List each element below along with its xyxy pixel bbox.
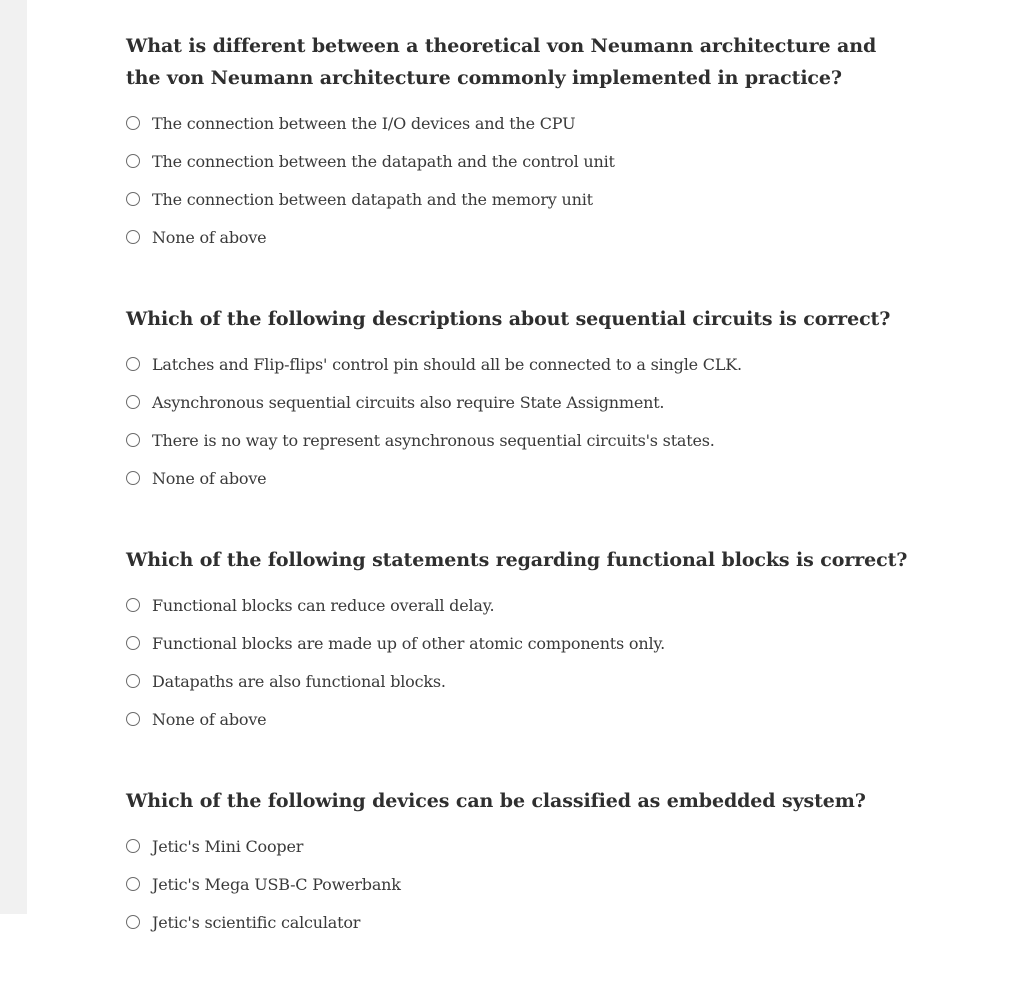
answer-options xyxy=(126,586,916,738)
option-label[interactable]: The connection between the I/O devices and the CPU xyxy=(152,113,576,133)
radio-button[interactable] xyxy=(126,471,140,485)
answer-options xyxy=(126,827,916,941)
answer-option[interactable] xyxy=(126,865,916,903)
answer-option[interactable] xyxy=(126,142,916,180)
option-label[interactable]: None of above xyxy=(152,709,267,729)
answer-option[interactable] xyxy=(126,421,916,459)
radio-button[interactable] xyxy=(126,636,140,650)
option-label[interactable]: The connection between datapath and the memory unit xyxy=(152,189,593,209)
answer-option[interactable] xyxy=(126,459,916,497)
option-label[interactable]: Datapaths are also functional blocks. xyxy=(152,671,446,691)
answer-option[interactable] xyxy=(126,218,916,256)
radio-button[interactable] xyxy=(126,674,140,688)
option-label[interactable]: Jetic's Mega USB-C Powerbank xyxy=(152,874,401,894)
answer-option[interactable] xyxy=(126,903,916,941)
question-title: Which of the following statements regarding functional blocks is correct? xyxy=(126,549,908,571)
option-label[interactable]: Latches and Flip-flips' control pin should all be connected to a single CLK. xyxy=(152,354,742,374)
answer-option[interactable] xyxy=(126,827,916,865)
radio-button[interactable] xyxy=(126,877,140,891)
question-title: Which of the following devices can be classified as embedded system? xyxy=(126,790,866,812)
option-label[interactable]: Asynchronous sequential circuits also require State Assignment. xyxy=(152,392,665,412)
answer-options xyxy=(126,104,916,256)
answer-option[interactable] xyxy=(126,104,916,142)
answer-option[interactable] xyxy=(126,624,916,662)
option-label[interactable]: The connection between the datapath and the control unit xyxy=(152,151,615,171)
option-label[interactable]: Functional blocks are made up of other atomic components only. xyxy=(152,633,665,653)
question-2 xyxy=(126,303,916,497)
option-label[interactable]: Jetic's scientific calculator xyxy=(152,912,361,932)
radio-button[interactable] xyxy=(126,712,140,726)
radio-button[interactable] xyxy=(126,357,140,371)
question-title: What is different between a theoretical von Neumann architecture and the von Neumann architecture commonly implemented in practice? xyxy=(126,35,877,89)
radio-button[interactable] xyxy=(126,839,140,853)
option-label[interactable]: None of above xyxy=(152,227,267,247)
left-gutter xyxy=(0,0,27,914)
radio-button[interactable] xyxy=(126,116,140,130)
answer-option[interactable] xyxy=(126,345,916,383)
answer-option[interactable] xyxy=(126,700,916,738)
radio-button[interactable] xyxy=(126,915,140,929)
quiz-content xyxy=(126,30,916,988)
radio-button[interactable] xyxy=(126,154,140,168)
radio-button[interactable] xyxy=(126,598,140,612)
answer-option[interactable] xyxy=(126,662,916,700)
question-3 xyxy=(126,544,916,738)
radio-button[interactable] xyxy=(126,433,140,447)
question-1 xyxy=(126,30,916,256)
answer-option[interactable] xyxy=(126,383,916,421)
answer-option[interactable] xyxy=(126,586,916,624)
question-title: Which of the following descriptions about sequential circuits is correct? xyxy=(126,308,891,330)
radio-button[interactable] xyxy=(126,230,140,244)
option-label[interactable]: None of above xyxy=(152,468,267,488)
option-label[interactable]: There is no way to represent asynchronous sequential circuits's states. xyxy=(152,430,715,450)
option-label[interactable]: Functional blocks can reduce overall delay. xyxy=(152,595,495,615)
option-label[interactable]: Jetic's Mini Cooper xyxy=(152,836,304,856)
question-4 xyxy=(126,785,916,941)
answer-options xyxy=(126,345,916,497)
radio-button[interactable] xyxy=(126,192,140,206)
answer-option[interactable] xyxy=(126,180,916,218)
radio-button[interactable] xyxy=(126,395,140,409)
